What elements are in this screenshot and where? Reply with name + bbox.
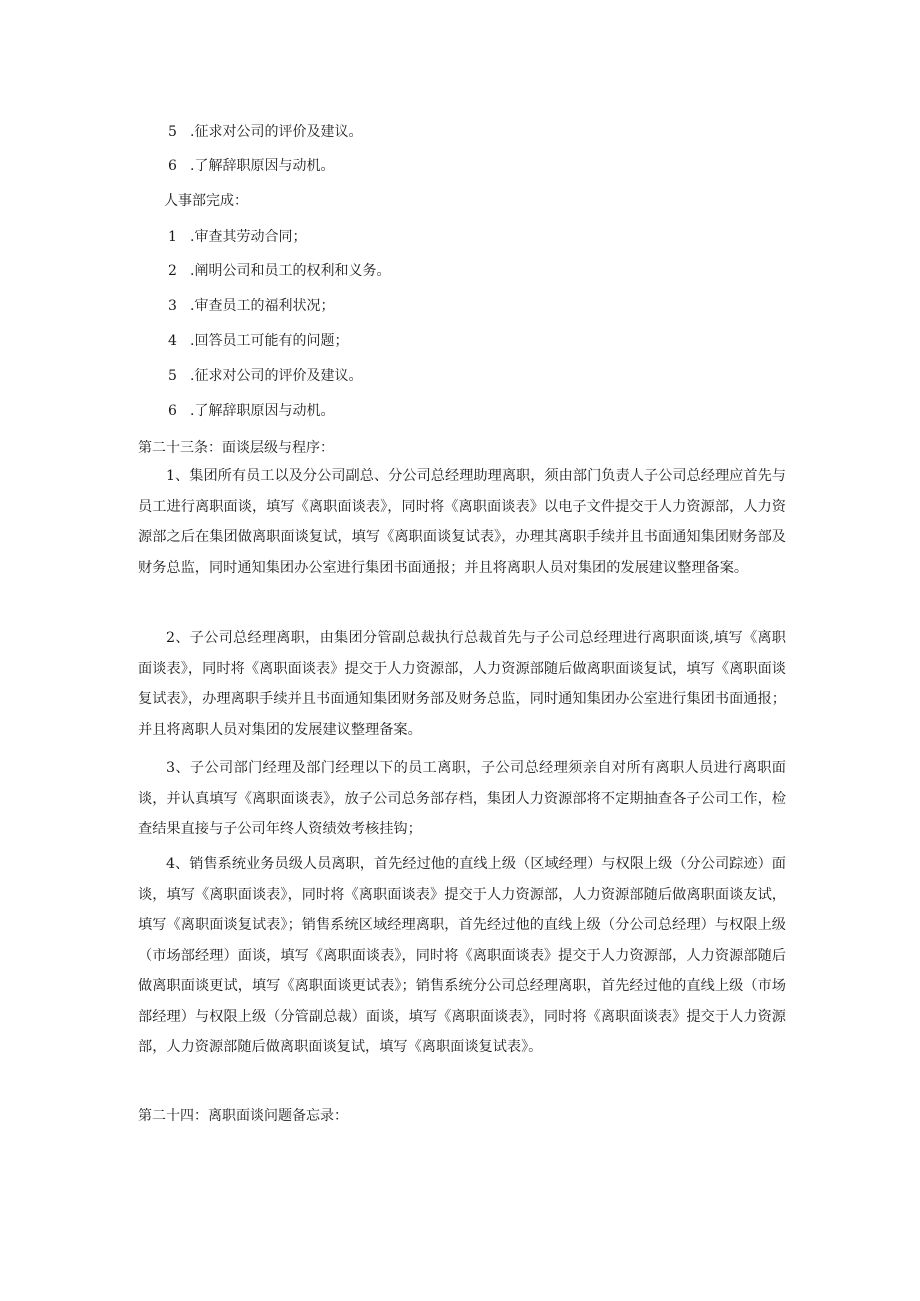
list-item-text: .审查员工的福利状况； xyxy=(190,298,335,314)
paragraph-4: 4、销售系统业务员级人员离职，首先经过他的直线上级（区域经理）与权限上级（分公司踪迹）面谈，填写《离职面谈表》，同时将《离职面谈表》提交于人力资源部，人力资源部随后做离职面谈友试，填写《离职面谈复试表》；销售系统区域经理离职，首先经过他的直线上级（分公司总经理）与权限上级（市场部经理）面谈，填写《离职面谈表》，同时将《离职面谈表》提交于人力资源部，人力资源部随后做离职面谈更试，填写《离职面谈更试表》；销售系统分公司总经理离职，首先经过他的直线上级（市场部经理）与权限上级（分管副总裁）面谈，填写《离职面谈表》，同时将《离职面谈表》提交于人力资源部，人力资源部随后做离职面谈复试，填写《离职面谈复试表》。 xyxy=(138,856,786,1055)
list-item-text: .阐明公司和员工的权利和义务。 xyxy=(190,263,391,279)
paragraph-1: 1、集团所有员工以及分公司副总、分公司总经理助理离职，须由部门负责人子公司总经理应首先与员工进行离职面谈，填写《离职面谈表》，同时将《离职面谈表》以电子文件提交于人力资源部，人力资源部之后在集团做离职面谈复试，填写《离职面谈复试表》，办理其离职手续并且书面通知集团财务部及财务总监，同时通知集团办公室进行集团书面通报；并且将离职人员对集团的发展建议整理备案。 xyxy=(138,468,786,576)
article-24-title: 第二十四：离职面谈问题备忘录： xyxy=(138,1108,348,1124)
list-item-number: 1 xyxy=(168,229,177,245)
article-23-title: 第二十三条：面谈层级与程序： xyxy=(138,440,334,456)
list-item-number: 6 xyxy=(168,403,177,419)
list-item xyxy=(168,367,362,385)
list-item-number: 4 xyxy=(168,333,177,349)
hr-heading: 人事部完成： xyxy=(164,193,248,209)
list-item xyxy=(168,402,334,420)
list-item-number: 2 xyxy=(168,263,177,279)
list-item-text: .回答员工可能有的问题； xyxy=(190,333,349,349)
list-item xyxy=(168,297,334,315)
list-item xyxy=(168,123,362,141)
list-item xyxy=(168,228,306,246)
list-item-text: .征求对公司的评价及建议。 xyxy=(190,124,363,140)
list-item xyxy=(168,262,390,280)
list-item-text: .征求对公司的评价及建议。 xyxy=(190,368,363,384)
list-item-number: 3 xyxy=(168,298,177,314)
paragraph-2: 2、子公司总经理离职，由集团分管副总裁执行总裁首先与子公司总经理进行离职面谈,填写《离职面谈表》，同时将《离职面谈表》提交于人力资源部，人力资源部随后做离职面谈复试，填写《离职面谈复试表》，办理离职手续并且书面通知集团财务部及财务总监，同时通知集团办公室进行集团书面通报；并且将离职人员对集团的发展建议整理备案。 xyxy=(138,630,786,738)
list-item xyxy=(168,332,348,350)
list-item-text: .了解辞职原因与动机。 xyxy=(190,403,335,419)
list-item xyxy=(168,157,334,175)
list-item-text: .了解辞职原因与动机。 xyxy=(190,158,335,174)
list-item-number: 5 xyxy=(168,124,177,140)
list-item-number: 6 xyxy=(168,158,177,174)
list-item-text: .审查其劳动合同； xyxy=(190,229,307,245)
list-item-number: 5 xyxy=(168,368,177,384)
paragraph-3: 3、子公司部门经理及部门经理以下的员工离职，子公司总经理须亲自对所有离职人员进行离职面谈，并认真填写《离职面谈表》，放子公司总务部存档，集团人力资源部将不定期抽查各子公司工作，检查结果直接与子公司年终人资绩效考核挂钩； xyxy=(138,760,786,837)
